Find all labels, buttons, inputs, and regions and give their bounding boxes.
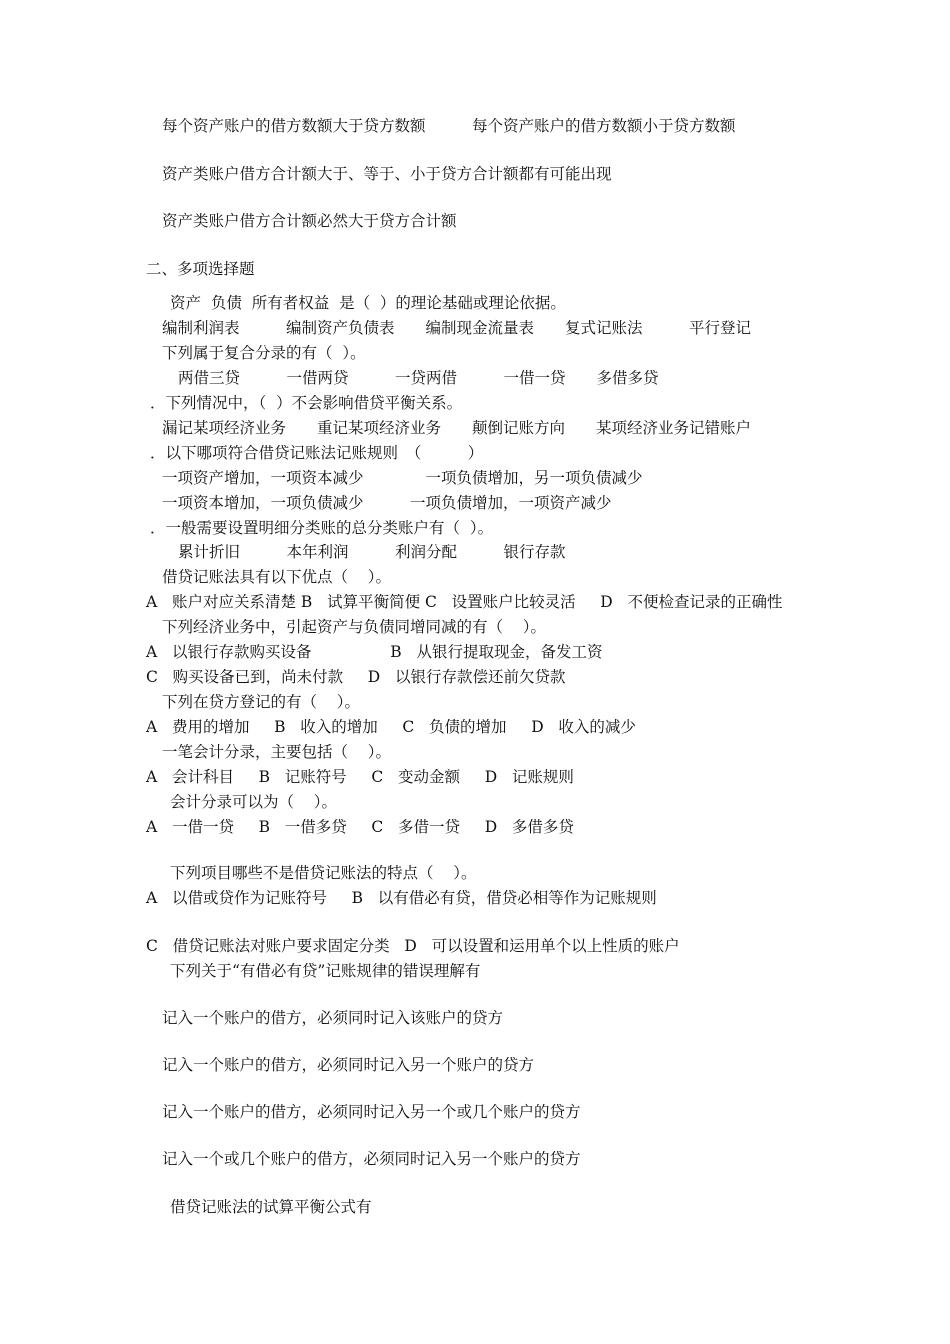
- question-12-option-4: 记入一个或几个账户的借方，必须同时记入另一个账户的贷方: [162, 1150, 581, 1168]
- question-5: ．一般需要设置明细分类账的总分类账户有（ ）。: [150, 519, 494, 537]
- section-heading: 二、多项选择题: [146, 260, 255, 278]
- question-12-option-3: 记入一个账户的借方，必须同时记入另一个或几个账户的贷方: [162, 1103, 581, 1121]
- text-line-3: 资产类账户借方合计额必然大于贷方合计额: [162, 212, 457, 230]
- question-9: 一笔会计分录，主要包括（ ）。: [162, 743, 391, 761]
- question-8-options: A 费用的增加 B 收入的增加 C 负债的增加 D 收入的减少: [146, 718, 636, 736]
- question-7-options-a: A 以银行存款购买设备 B 从银行提取现金，备发工资: [146, 643, 603, 661]
- question-6-options: A 账户对应关系清楚 B 试算平衡简便 C 设置账户比较灵活 D 不便检查记录的正确性: [146, 593, 783, 611]
- question-11: 下列项目哪些不是借贷记账法的特点（ ）。: [170, 864, 477, 882]
- question-3: ．下列情况中，（ ）不会影响借贷平衡关系。: [150, 394, 463, 412]
- text-line-2: 资产类账户借方合计额大于、等于、小于贷方合计额都有可能出现: [162, 165, 612, 183]
- question-3-options: 漏记某项经济业务 重记某项经济业务 颠倒记账方向 某项经济业务记错账户: [162, 419, 752, 437]
- question-10: 会计分录可以为（ ）。: [170, 793, 337, 811]
- question-1-options: 编制利润表 编制资产负债表 编制现金流量表 复式记账法 平行登记: [162, 319, 752, 337]
- question-9-options: A 会计科目 B 记账符号 C 变动金额 D 记账规则: [146, 768, 574, 786]
- question-12: 下列关于“有借必有贷”记账规律的错误理解有: [170, 962, 481, 980]
- question-5-options: 累计折旧 本年利润 利润分配 银行存款: [178, 543, 566, 561]
- question-4: ．以下哪项符合借贷记账法记账规则 （ ）: [150, 444, 484, 462]
- question-11-options-a: A 以借或贷作为记账符号 B 以有借必有贷，借贷必相等作为记账规则: [146, 889, 657, 907]
- question-7: 下列经济业务中，引起资产与负债同增同减的有（ ）。: [162, 618, 546, 636]
- question-6: 借贷记账法具有以下优点（ ）。: [162, 568, 391, 586]
- question-11-options-b: C 借贷记账法对账户要求固定分类 D 可以设置和运用单个以上性质的账户: [146, 937, 680, 955]
- question-13: 借贷记账法的试算平衡公式有: [170, 1198, 372, 1216]
- question-7-options-b: C 购买设备已到，尚未付款 D 以银行存款偿还前欠贷款: [146, 668, 566, 686]
- question-12-option-1: 记入一个账户的借方，必须同时记入该账户的贷方: [162, 1009, 504, 1027]
- question-1: 资产 负债 所有者权益 是（ ）的理论基础或理论依据。: [170, 294, 566, 312]
- question-4-options-b: 一项资本增加，一项负债减少 一项负债增加，一项资产减少: [162, 494, 612, 512]
- question-2: 下列属于复合分录的有（ ）。: [162, 344, 366, 362]
- question-12-option-2: 记入一个账户的借方，必须同时记入另一个账户的贷方: [162, 1056, 535, 1074]
- question-2-options: 两借三贷 一借两贷 一贷两借 一借一贷 多借多贷: [178, 369, 659, 387]
- question-10-options: A 一借一贷 B 一借多贷 C 多借一贷 D 多借多贷: [146, 818, 574, 836]
- question-4-options-a: 一项资产增加，一项资本减少 一项负债增加，另一项负债减少: [162, 469, 643, 487]
- text-line-1: 每个资产账户的借方数额大于贷方数额 每个资产账户的借方数额小于贷方数额: [162, 117, 736, 135]
- question-8: 下列在贷方登记的有（ ）。: [162, 693, 360, 711]
